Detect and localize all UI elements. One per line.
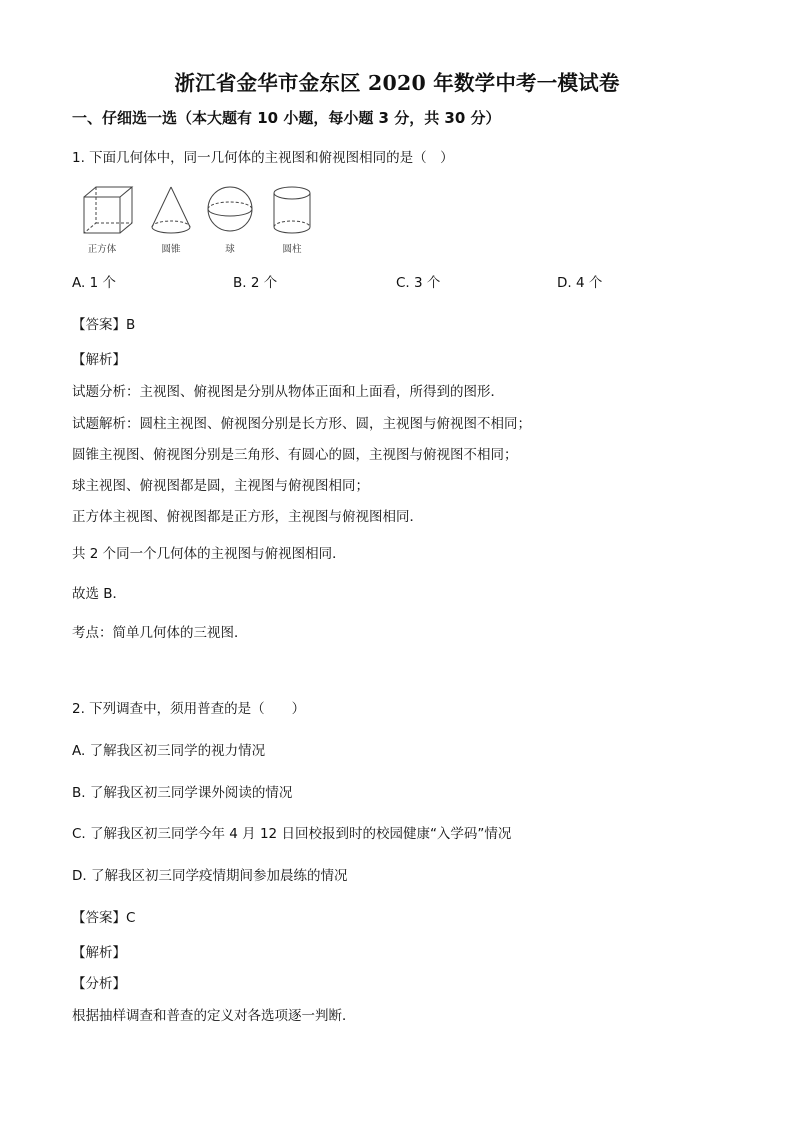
q2-analysis-text: 根据抽样调查和普查的定义对各选项逐一判断．	[72, 1008, 356, 1024]
q1-option-c: C. 3 个	[396, 275, 441, 291]
shape-caption-sphere: 球	[225, 244, 235, 255]
q1-option-a: A. 1 个	[72, 275, 116, 291]
q1-option-d: D. 4 个	[557, 275, 603, 291]
q1-analysis-line: 试题分析：主视图、俯视图是分别从物体正面和上面看，所得到的图形．	[72, 384, 504, 400]
q1-analysis-line: 正方体主视图、俯视图都是正方形，主视图与俯视图相同．	[72, 509, 423, 525]
page-title: 浙江省金华市金东区 2020 年数学中考一模试卷	[174, 71, 620, 95]
cone-shape	[152, 187, 190, 233]
solid-shapes-figure	[80, 183, 330, 239]
section-heading: 一、仔细选一选（本大题有 10 小题，每小题 3 分，共 30 分）	[72, 109, 501, 127]
shape-caption-cube: 正方体	[87, 244, 117, 255]
shape-caption-cone: 圆锥	[161, 244, 181, 255]
q1-analysis-label: 【解析】	[72, 352, 126, 368]
question-1-stem: 1. 下面几何体中，同一几何体的主视图和俯视图相同的是（ ）	[72, 150, 454, 166]
q2-option-b: B. 了解我区初三同学课外阅读的情况	[72, 785, 293, 801]
sphere-shape	[208, 187, 252, 231]
q1-analysis-line: 试题解析：圆柱主视图、俯视图分别是长方形、圆，主视图与俯视图不相同；	[72, 416, 531, 432]
q1-option-b: B. 2 个	[233, 275, 278, 291]
q2-analysis-sub-label: 【分析】	[72, 976, 126, 992]
q2-answer: 【答案】C	[72, 910, 136, 926]
q2-analysis-label: 【解析】	[72, 945, 126, 961]
cylinder-shape	[274, 187, 310, 233]
shape-caption-cylinder: 圆柱	[282, 244, 302, 255]
q1-analysis-line: 圆锥主视图、俯视图分别是三角形、有圆心的圆，主视图与俯视图不相同；	[72, 447, 518, 463]
q1-analysis-line: 球主视图、俯视图都是圆，主视图与俯视图相同；	[72, 478, 369, 494]
q2-option-a: A. 了解我区初三同学的视力情况	[72, 743, 266, 759]
cube-shape	[84, 187, 132, 233]
q2-option-c: C. 了解我区初三同学今年 4 月 12 日回校报到时的校园健康“入学码”情况	[72, 826, 512, 842]
q1-analysis-line: 共 2 个同一个几何体的主视图与俯视图相同．	[72, 546, 346, 562]
question-2-stem: 2. 下列调查中，须用普查的是（ ）	[72, 701, 306, 717]
q1-answer: 【答案】B	[72, 317, 136, 333]
q1-analysis-line: 考点：简单几何体的三视图．	[72, 625, 248, 641]
q2-option-d: D. 了解我区初三同学疫情期间参加晨练的情况	[72, 868, 348, 884]
q1-analysis-line: 故选 B．	[72, 586, 127, 602]
